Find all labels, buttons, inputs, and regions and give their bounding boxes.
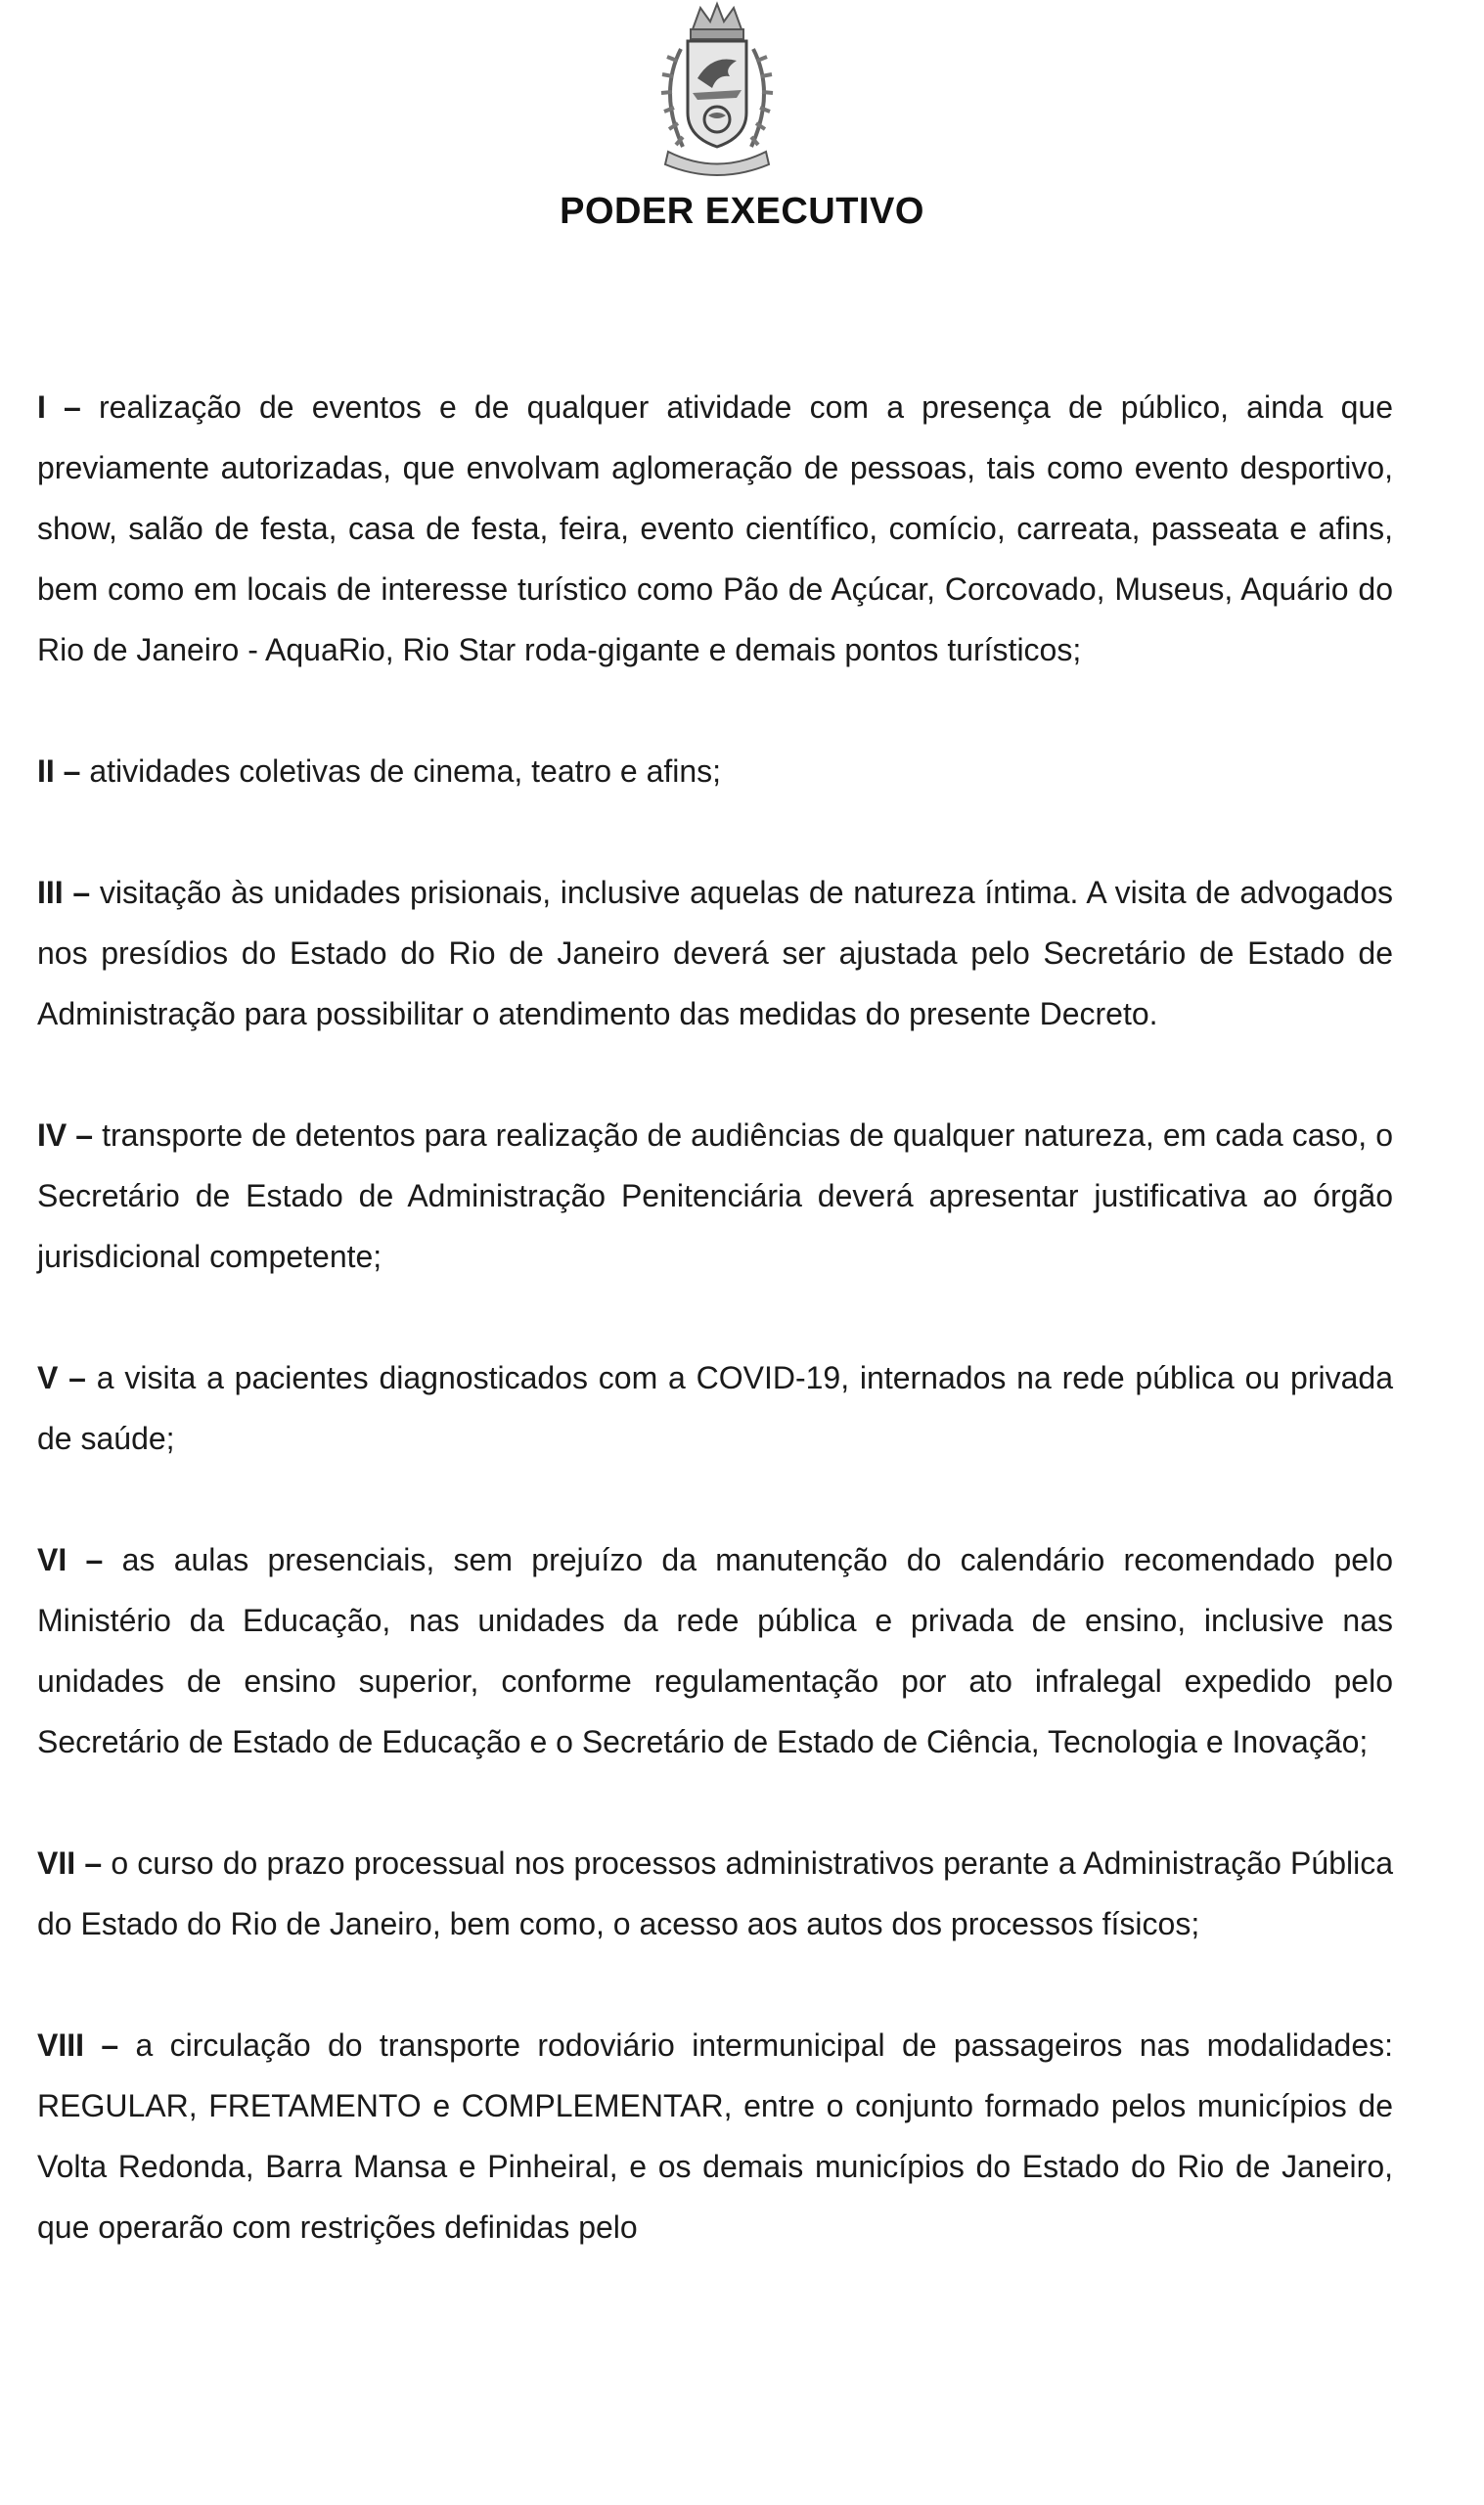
document-body <box>37 377 1393 2318</box>
list-item <box>37 1529 1393 1772</box>
item-number: II – <box>37 753 81 789</box>
list-item <box>37 1833 1393 1954</box>
item-text: visitação às unidades prisionais, inclusive aquelas de natureza íntima. A visita de advogados nos presídios do Estado do Rio de Janeiro deverá ser ajustada pelo Secretário de Estado de Administração para possibilitar o atendimento das medidas do presente Decreto. <box>37 875 1394 1031</box>
list-item <box>37 2015 1393 2257</box>
item-text: a circulação do transporte rodoviário intermunicipal de passageiros nas modalidades: REGULAR, FRETAMENTO e COMPLEMENTAR, entre o conjunto formado pelos municípios de Volta Redonda, Barra Mansa e Pinheiral, e os demais municípios do Estado do Rio de Janeiro, que operarão com restrições definidas pelo <box>37 2027 1394 2245</box>
page-title: PODER EXECUTIVO <box>560 191 924 232</box>
list-item <box>37 1347 1393 1469</box>
item-text: transporte de detentos para realização de audiências de qualquer natureza, em cada caso, o Secretário de Estado de Administração Penitenciária deverá apresentar justificativa ao órgão jurisdicional competente; <box>37 1117 1394 1274</box>
item-number: VII – <box>37 1845 103 1881</box>
item-number: III – <box>37 875 91 910</box>
item-number: VI – <box>37 1542 104 1577</box>
item-number: VIII – <box>37 2027 119 2063</box>
item-number: V – <box>37 1360 86 1395</box>
list-item <box>37 377 1393 680</box>
list-item <box>37 862 1393 1044</box>
document-header <box>0 0 1484 254</box>
item-text: o curso do prazo processual nos processos administrativos perante a Administração Pública do Estado do Rio de Janeiro, bem como, o acesso aos autos dos processos físicos; <box>37 1845 1394 1941</box>
rio-de-janeiro-coat-of-arms-icon <box>644 0 790 181</box>
list-item <box>37 741 1393 801</box>
list-item <box>37 1105 1393 1287</box>
item-text: as aulas presenciais, sem prejuízo da manutenção do calendário recomendado pelo Ministério da Educação, nas unidades da rede pública e privada de ensino, inclusive nas unidades de ensino superior, conforme regulamentação por ato infralegal expedido pelo Secretário de Estado de Educação e o Secretário de Estado de Ciência, Tecnologia e Inovação; <box>37 1542 1394 1759</box>
item-number: IV – <box>37 1117 94 1153</box>
item-text: realização de eventos e de qualquer atividade com a presença de público, ainda que previamente autorizadas, que envolvam aglomeração de pessoas, tais como evento desportivo, show, salão de festa, casa de festa, feira, evento científico, comício, carreata, passeata e afins, bem como em locais de interesse turístico como Pão de Açúcar, Corcovado, Museus, Aquário do Rio de Janeiro - AquaRio, Rio Star roda-gigante e demais pontos turísticos; <box>37 389 1394 667</box>
item-text: atividades coletivas de cinema, teatro e afins; <box>80 753 722 789</box>
item-text: a visita a pacientes diagnosticados com a COVID-19, internados na rede pública ou privada de saúde; <box>37 1360 1394 1456</box>
item-number: I – <box>37 389 81 425</box>
